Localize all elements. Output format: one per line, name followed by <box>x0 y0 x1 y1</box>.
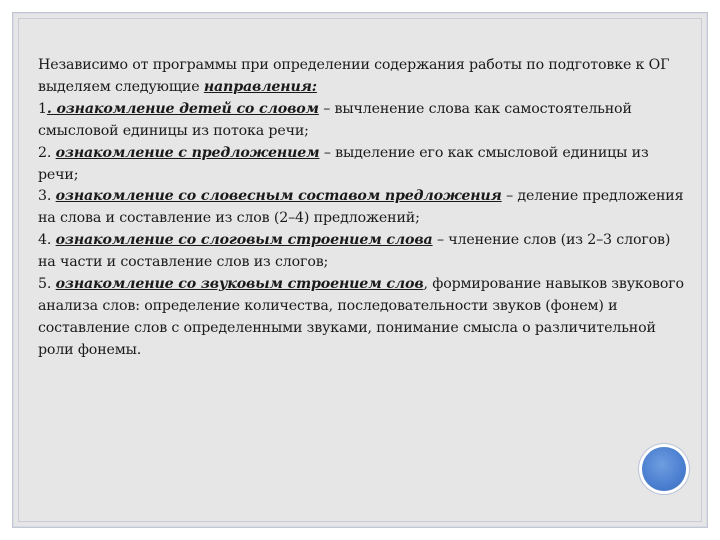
item-1-heading: . ознакомление детей со словом <box>46 100 319 117</box>
item-3-number: 3. <box>38 188 56 205</box>
item-4-number: 4. <box>38 232 56 249</box>
item-4-heading: ознакомление со слоговым строением слова <box>55 232 433 249</box>
list-item-1 <box>38 99 690 143</box>
item-5-heading: ознакомление со звуковым строением слов <box>55 276 424 293</box>
decorative-circle <box>642 447 686 491</box>
slide-body-text <box>38 55 690 362</box>
intro-paragraph <box>38 55 690 99</box>
item-5-description: , формирование навыков звукового анализа слов: определение количества, последовательности звуков (фонем) и составление слов с определенными звуками, понимание смысла о различительной роли фонемы. <box>38 276 684 358</box>
item-3-description: – деление предложения на слова и составление из слов (2–4) предложений; <box>38 188 684 227</box>
list-item-2 <box>38 143 690 187</box>
intro-emphasis: направления: <box>203 78 317 95</box>
item-4-description: – членение слов (из 2–3 слогов) на части и составление слов из слогов; <box>38 232 671 271</box>
intro-text: Независимо от программы при определении содержания работы по подготовке к ОГ выделяем следующие <box>38 57 670 95</box>
list-item-5 <box>38 274 690 362</box>
item-1-number: 1 <box>38 100 47 117</box>
item-2-heading: ознакомление с предложением <box>55 144 320 161</box>
list-item-3 <box>38 186 690 230</box>
item-3-heading: ознакомление со словесным составом предложения <box>55 188 502 205</box>
item-2-number: 2. <box>38 144 56 161</box>
item-2-description: – выделение его как смысловой единицы из речи; <box>38 144 649 183</box>
item-1-description: – вычленение слова как самостоятельной смысловой единицы из потока речи; <box>38 100 632 139</box>
list-item-4 <box>38 230 690 274</box>
item-5-number: 5. <box>38 276 56 293</box>
